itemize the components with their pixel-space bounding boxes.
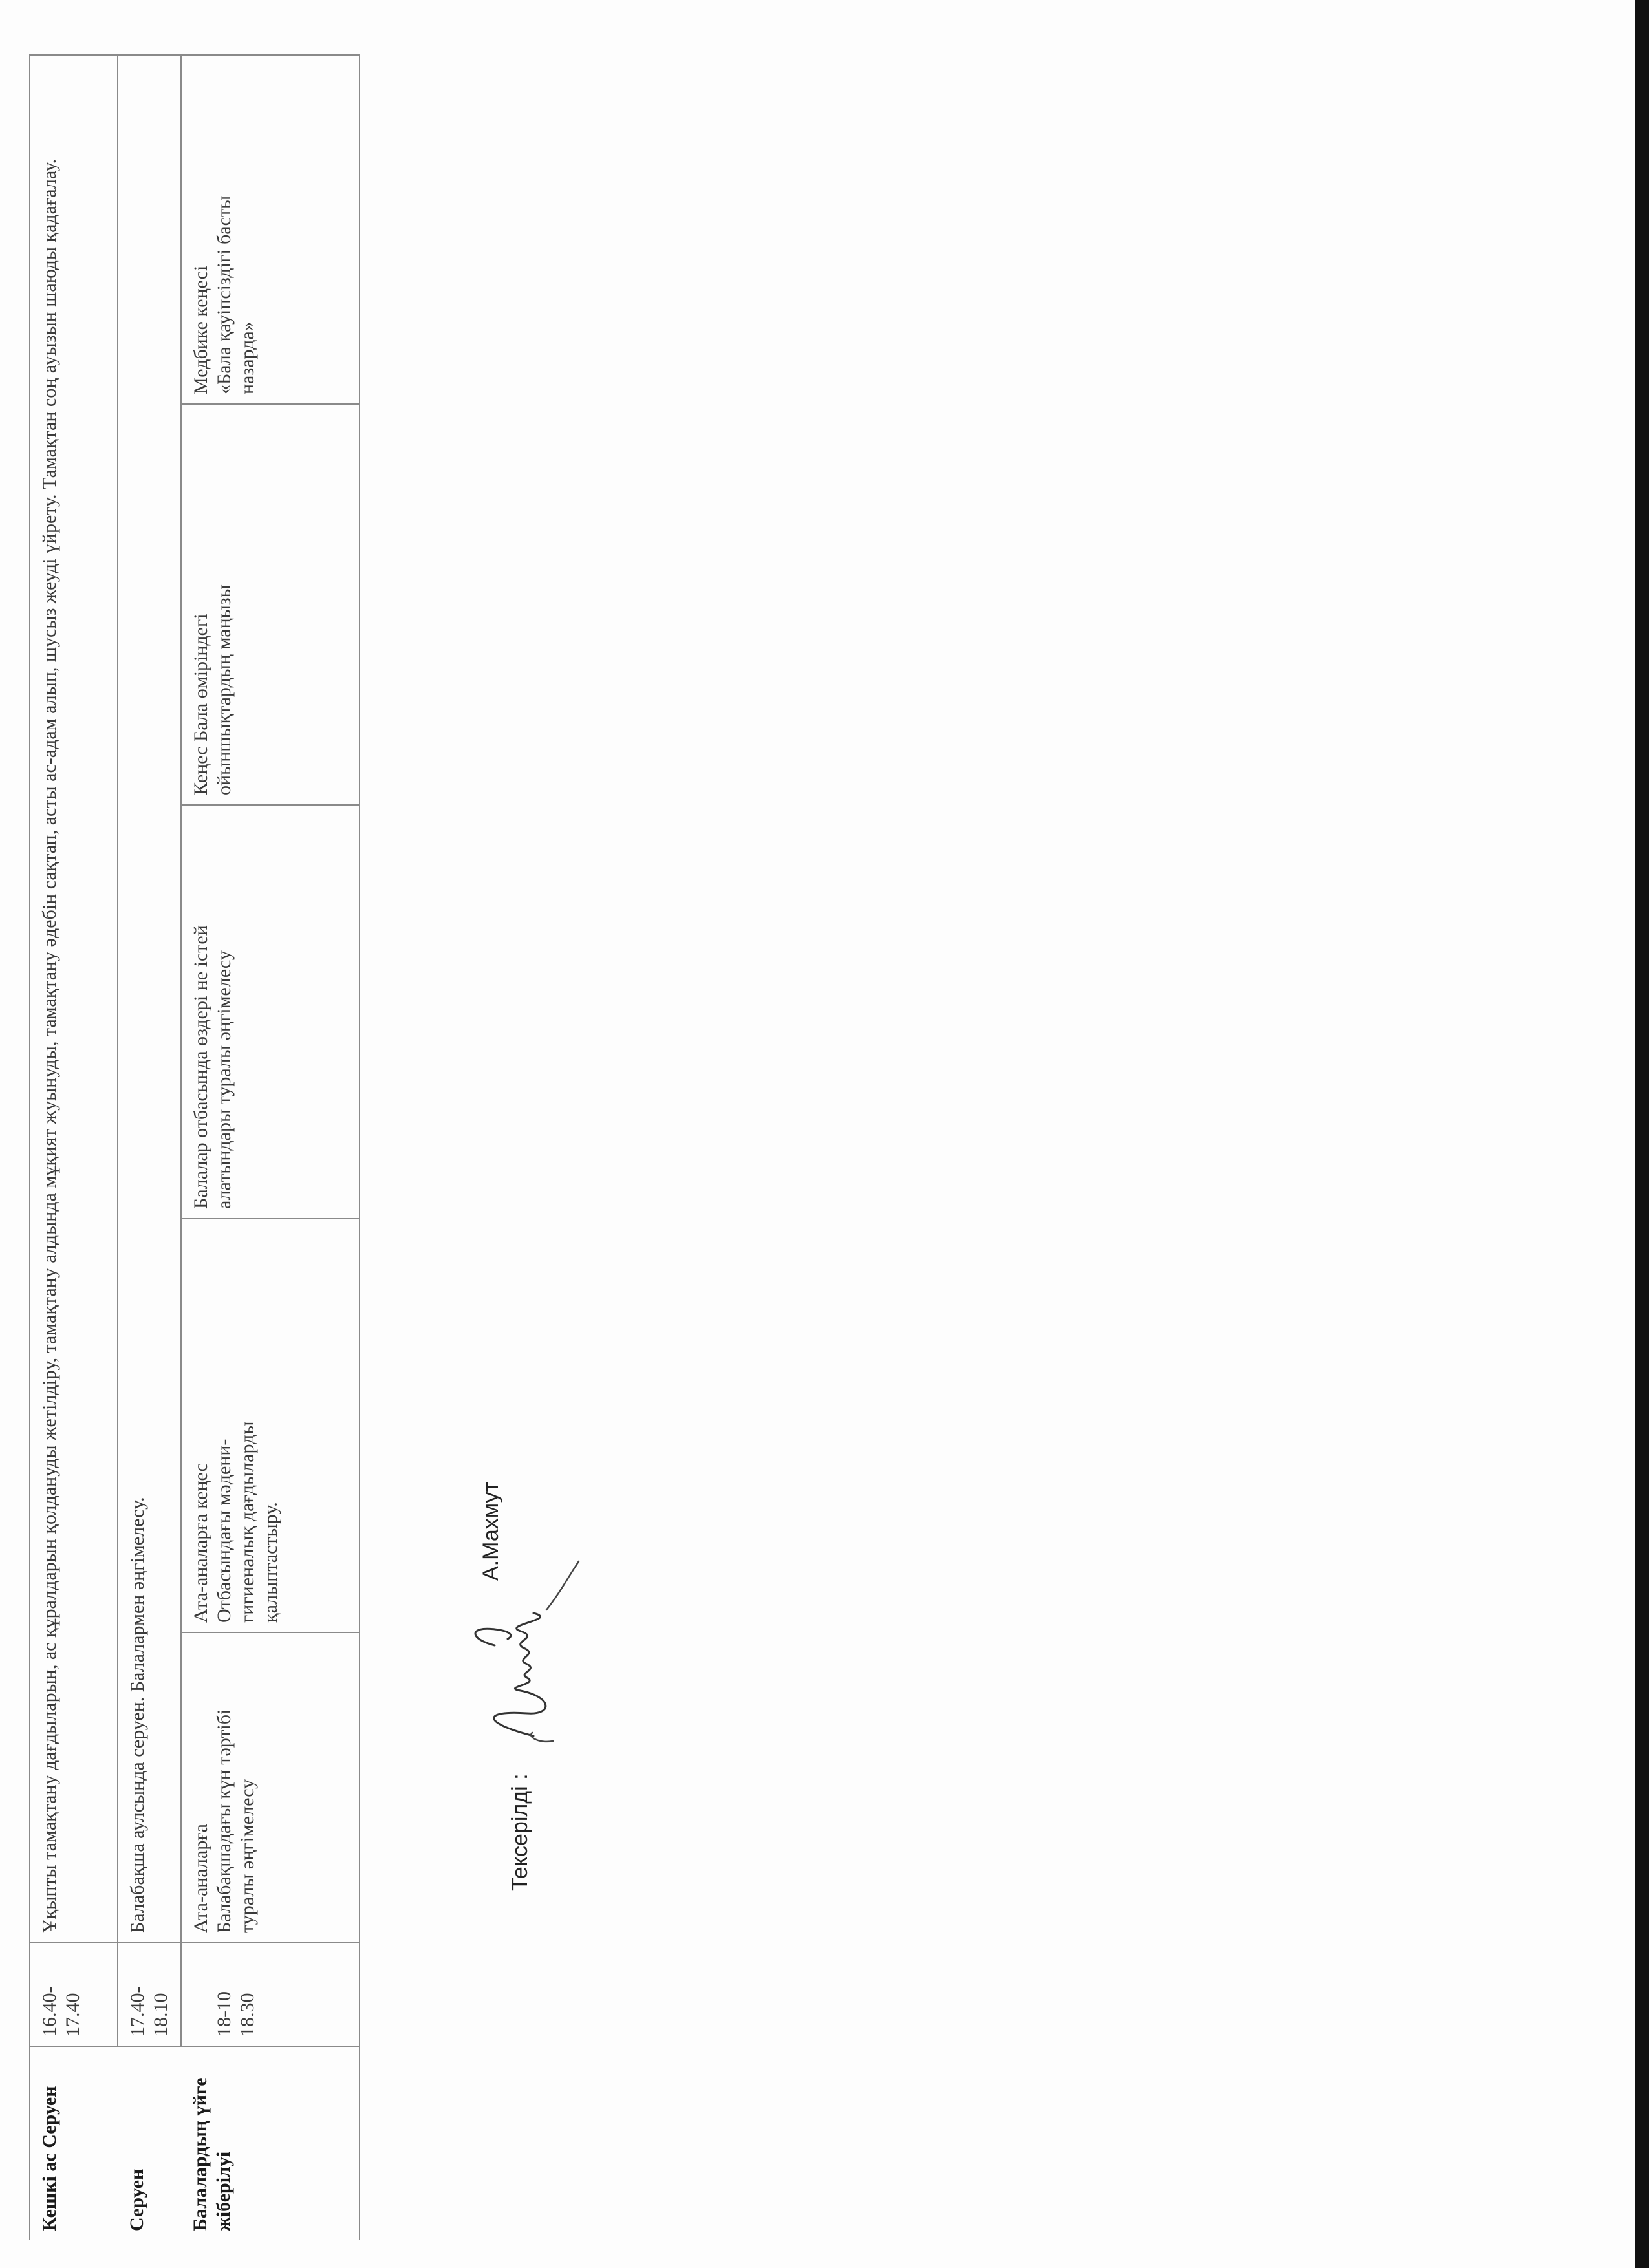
activity-cell-family-talk xyxy=(181,805,360,1219)
cell-text: ойыншықтардың маңызы xyxy=(213,584,235,795)
time-cell xyxy=(118,1943,181,2046)
verification-footer xyxy=(417,1309,624,1891)
time-text: 16.40-17.40 xyxy=(39,1986,83,2037)
cell-text: Кеңес Бала өміріндегі xyxy=(190,614,211,795)
cell-text: туралы әңгімелесу xyxy=(237,1779,258,1933)
time-cell xyxy=(30,1943,118,2046)
activity-text: Балабақша аулсында серуен. Балалармен әңгімелесу. xyxy=(127,1497,148,1933)
activity-cell xyxy=(118,55,181,1943)
cell-text: Балалар отбасында өздері не істей xyxy=(190,925,211,1209)
cell-text: Балабақшадағы күн тәртібі xyxy=(213,1709,235,1933)
activity-cell-toys-advice xyxy=(181,404,360,805)
cell-text: қалыптастыру. xyxy=(260,1502,281,1623)
table-row xyxy=(30,55,118,2240)
cell-text: назарда» xyxy=(237,321,258,394)
cell-text: Отбасындағы мәдени- xyxy=(213,1439,235,1623)
signer-name: А.Махмут xyxy=(479,1481,503,1581)
handwritten-signature xyxy=(456,1555,585,1749)
time-text: 17.40-18.10 xyxy=(127,1986,171,2037)
row-label-walk xyxy=(118,2046,181,2240)
cell-text: гигиеналық дағдыларды xyxy=(237,1421,258,1623)
time-text: 18-10 xyxy=(213,1991,235,2037)
activity-text: Ұқыпты тамақтану дағдыларын, ас құралдарын қолдануды жетілдіру, тамақтану алдында мұқият жуынуды, тамақтану әдебін сақтап, асты ас-адам алып, шусыз жеуді үйрету. Тамақтан соң ауызын шаюды қадағалау. xyxy=(39,158,60,1933)
activity-cell xyxy=(30,55,118,1943)
time-cell xyxy=(181,1943,360,2046)
activity-cell-nurse-advice xyxy=(181,55,360,404)
row-label-text: Серуен xyxy=(126,2168,147,2231)
rotated-document xyxy=(29,55,1646,2240)
checked-label: Тексерілді : xyxy=(508,1773,532,1891)
row-label-dinner xyxy=(30,2046,118,2240)
cell-text: Ата-аналарға кеңес xyxy=(190,1463,211,1623)
table-row xyxy=(181,55,360,2240)
row-label-text: жіберілуі xyxy=(213,2151,234,2231)
scan-edge-bar xyxy=(1635,0,1649,2268)
cell-text: Ата-аналарға xyxy=(190,1824,211,1933)
time-text: 18.30 xyxy=(237,1993,258,2037)
cell-text: алатындары туралы әңгімелесу xyxy=(213,950,235,1209)
schedule-table xyxy=(29,54,360,2240)
row-label-text: Балалардың үйге xyxy=(189,2077,211,2231)
activity-cell-parents-advice xyxy=(181,1219,360,1632)
row-label-going-home xyxy=(181,2046,360,2240)
cell-text: «Бала қауіпсіздігі басты xyxy=(213,195,235,394)
row-label-text: Кешкі ас Серуен xyxy=(39,2086,60,2231)
cell-text: Медбике кеңесі xyxy=(190,265,211,394)
table-row xyxy=(118,55,181,2240)
activity-cell-daily-routine xyxy=(181,1632,360,1943)
